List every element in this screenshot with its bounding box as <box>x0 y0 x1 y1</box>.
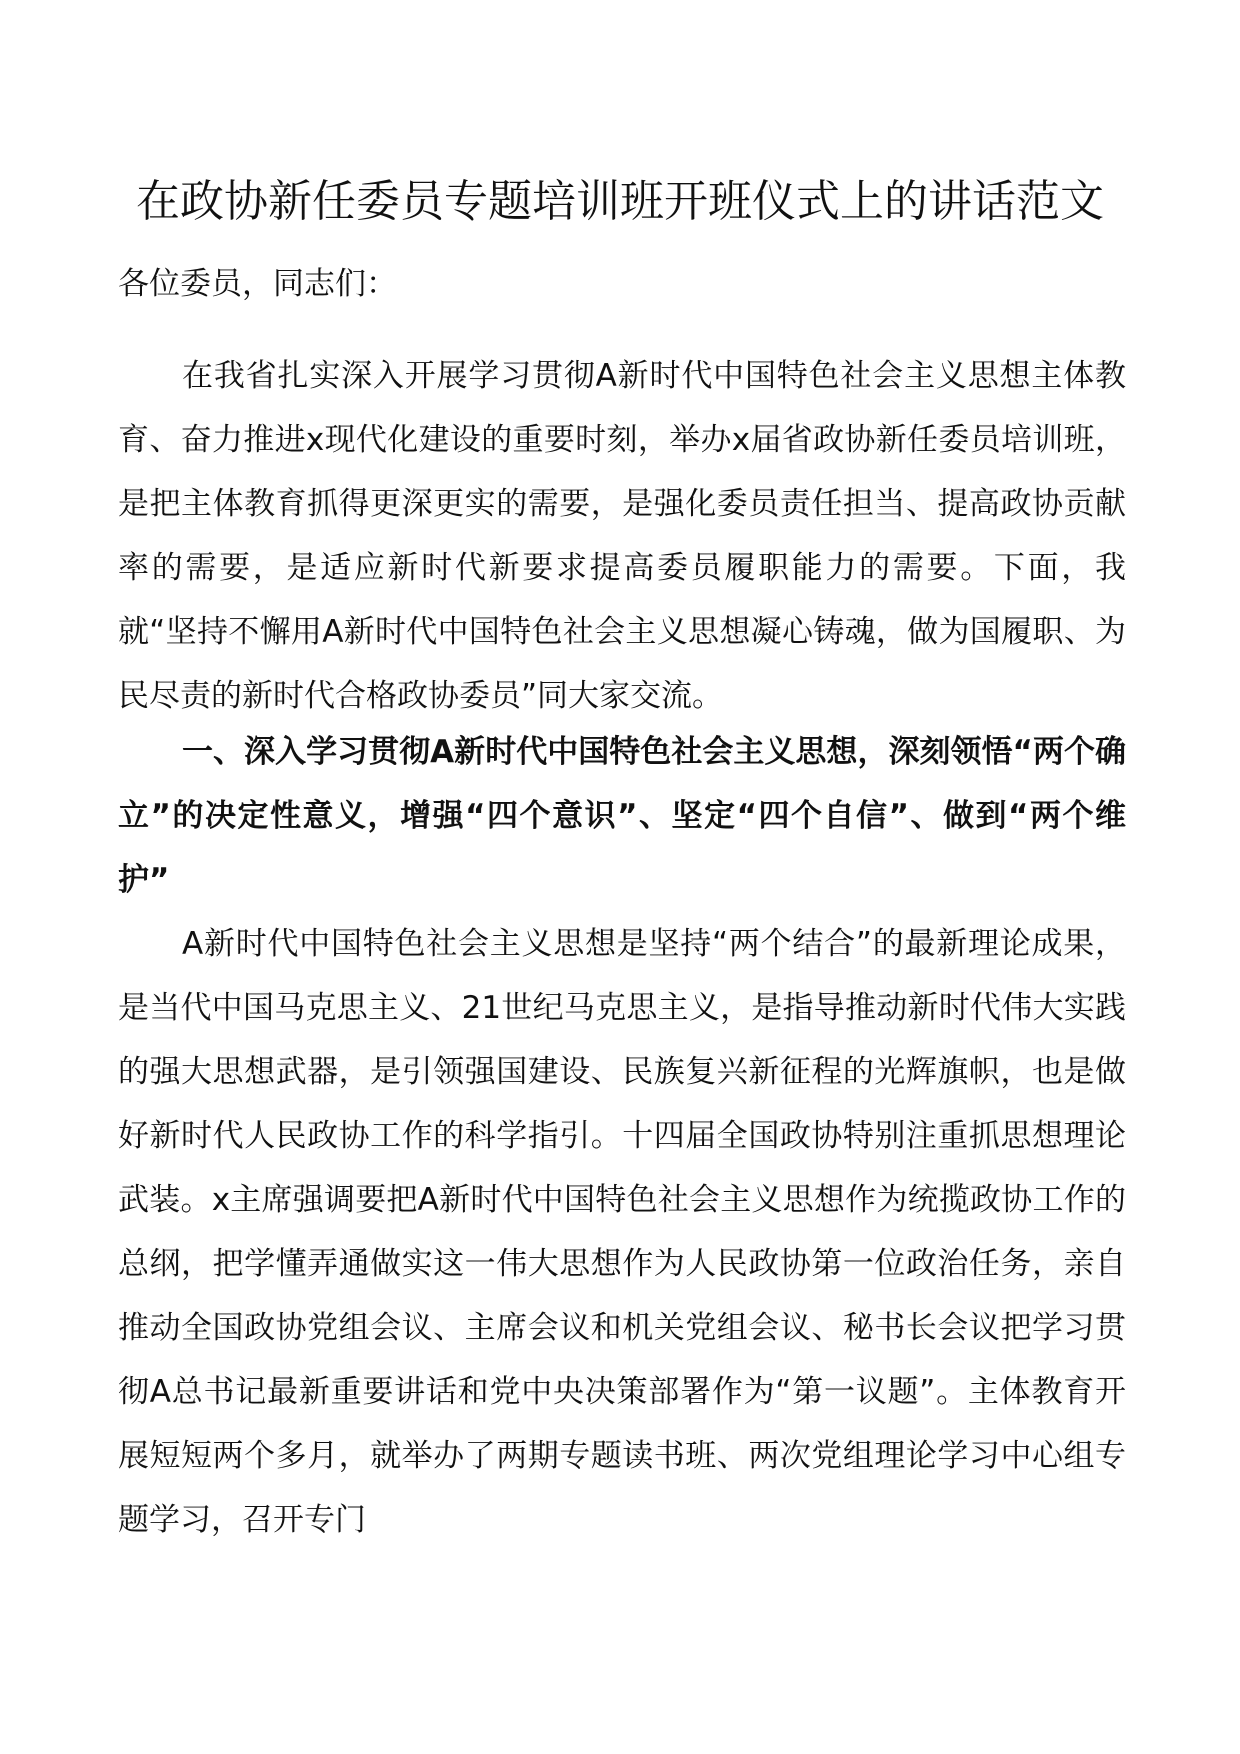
document-title: 在政协新任委员专题培训班开班仪式上的讲话范文 <box>136 176 1104 228</box>
body-paragraph: A新时代中国特色社会主义思想是坚持“两个结合”的最新理论成果，是当代中国马克思主义、21世纪马克思主义，是指导推动新时代伟大实践的强大思想武器，是引领强国建设、民族复兴新征程的光辉旗帜，也是做好新时代人民政协工作的科学指引。十四届全国政协特别注重抓思想理论武装。x主席强调要把A新时代中国特色社会主义思想作为统揽政协工作的总纲，把学懂弄通做实这一伟大思想作为人民政协第一位政治任务，亲自推动全国政协党组会议、主席会议和机关党组会议、秘书长会议把学习贯彻A总书记最新重要讲话和党中央决策部署作为“第一议题”。主体教育开展短短两个多月，就举办了两期专题读书班、两次党组理论学习中心组专题学习，召开专门 <box>118 926 1126 1538</box>
section-heading-1: 一、深入学习贯彻A新时代中国特色社会主义思想，深刻领悟“两个确立”的决定性意义，增强“四个意识”、坚定“四个自信”、做到“两个维护” <box>118 734 1126 898</box>
salutation: 各位委员，同志们： <box>118 266 397 302</box>
intro-paragraph: 在我省扎实深入开展学习贯彻A新时代中国特色社会主义思想主体教育、奋力推进x现代化建设的重要时刻，举办x届省政协新任委员培训班，是把主体教育抓得更深更实的需要，是强化委员责任担当、提高政协贡献率的需要，是适应新时代新要求提高委员履职能力的需要。下面，我就“坚持不懈用A新时代中国特色社会主义思想凝心铸魂，做为国履职、为民尽责的新时代合格政协委员”同大家交流。 <box>118 358 1126 714</box>
